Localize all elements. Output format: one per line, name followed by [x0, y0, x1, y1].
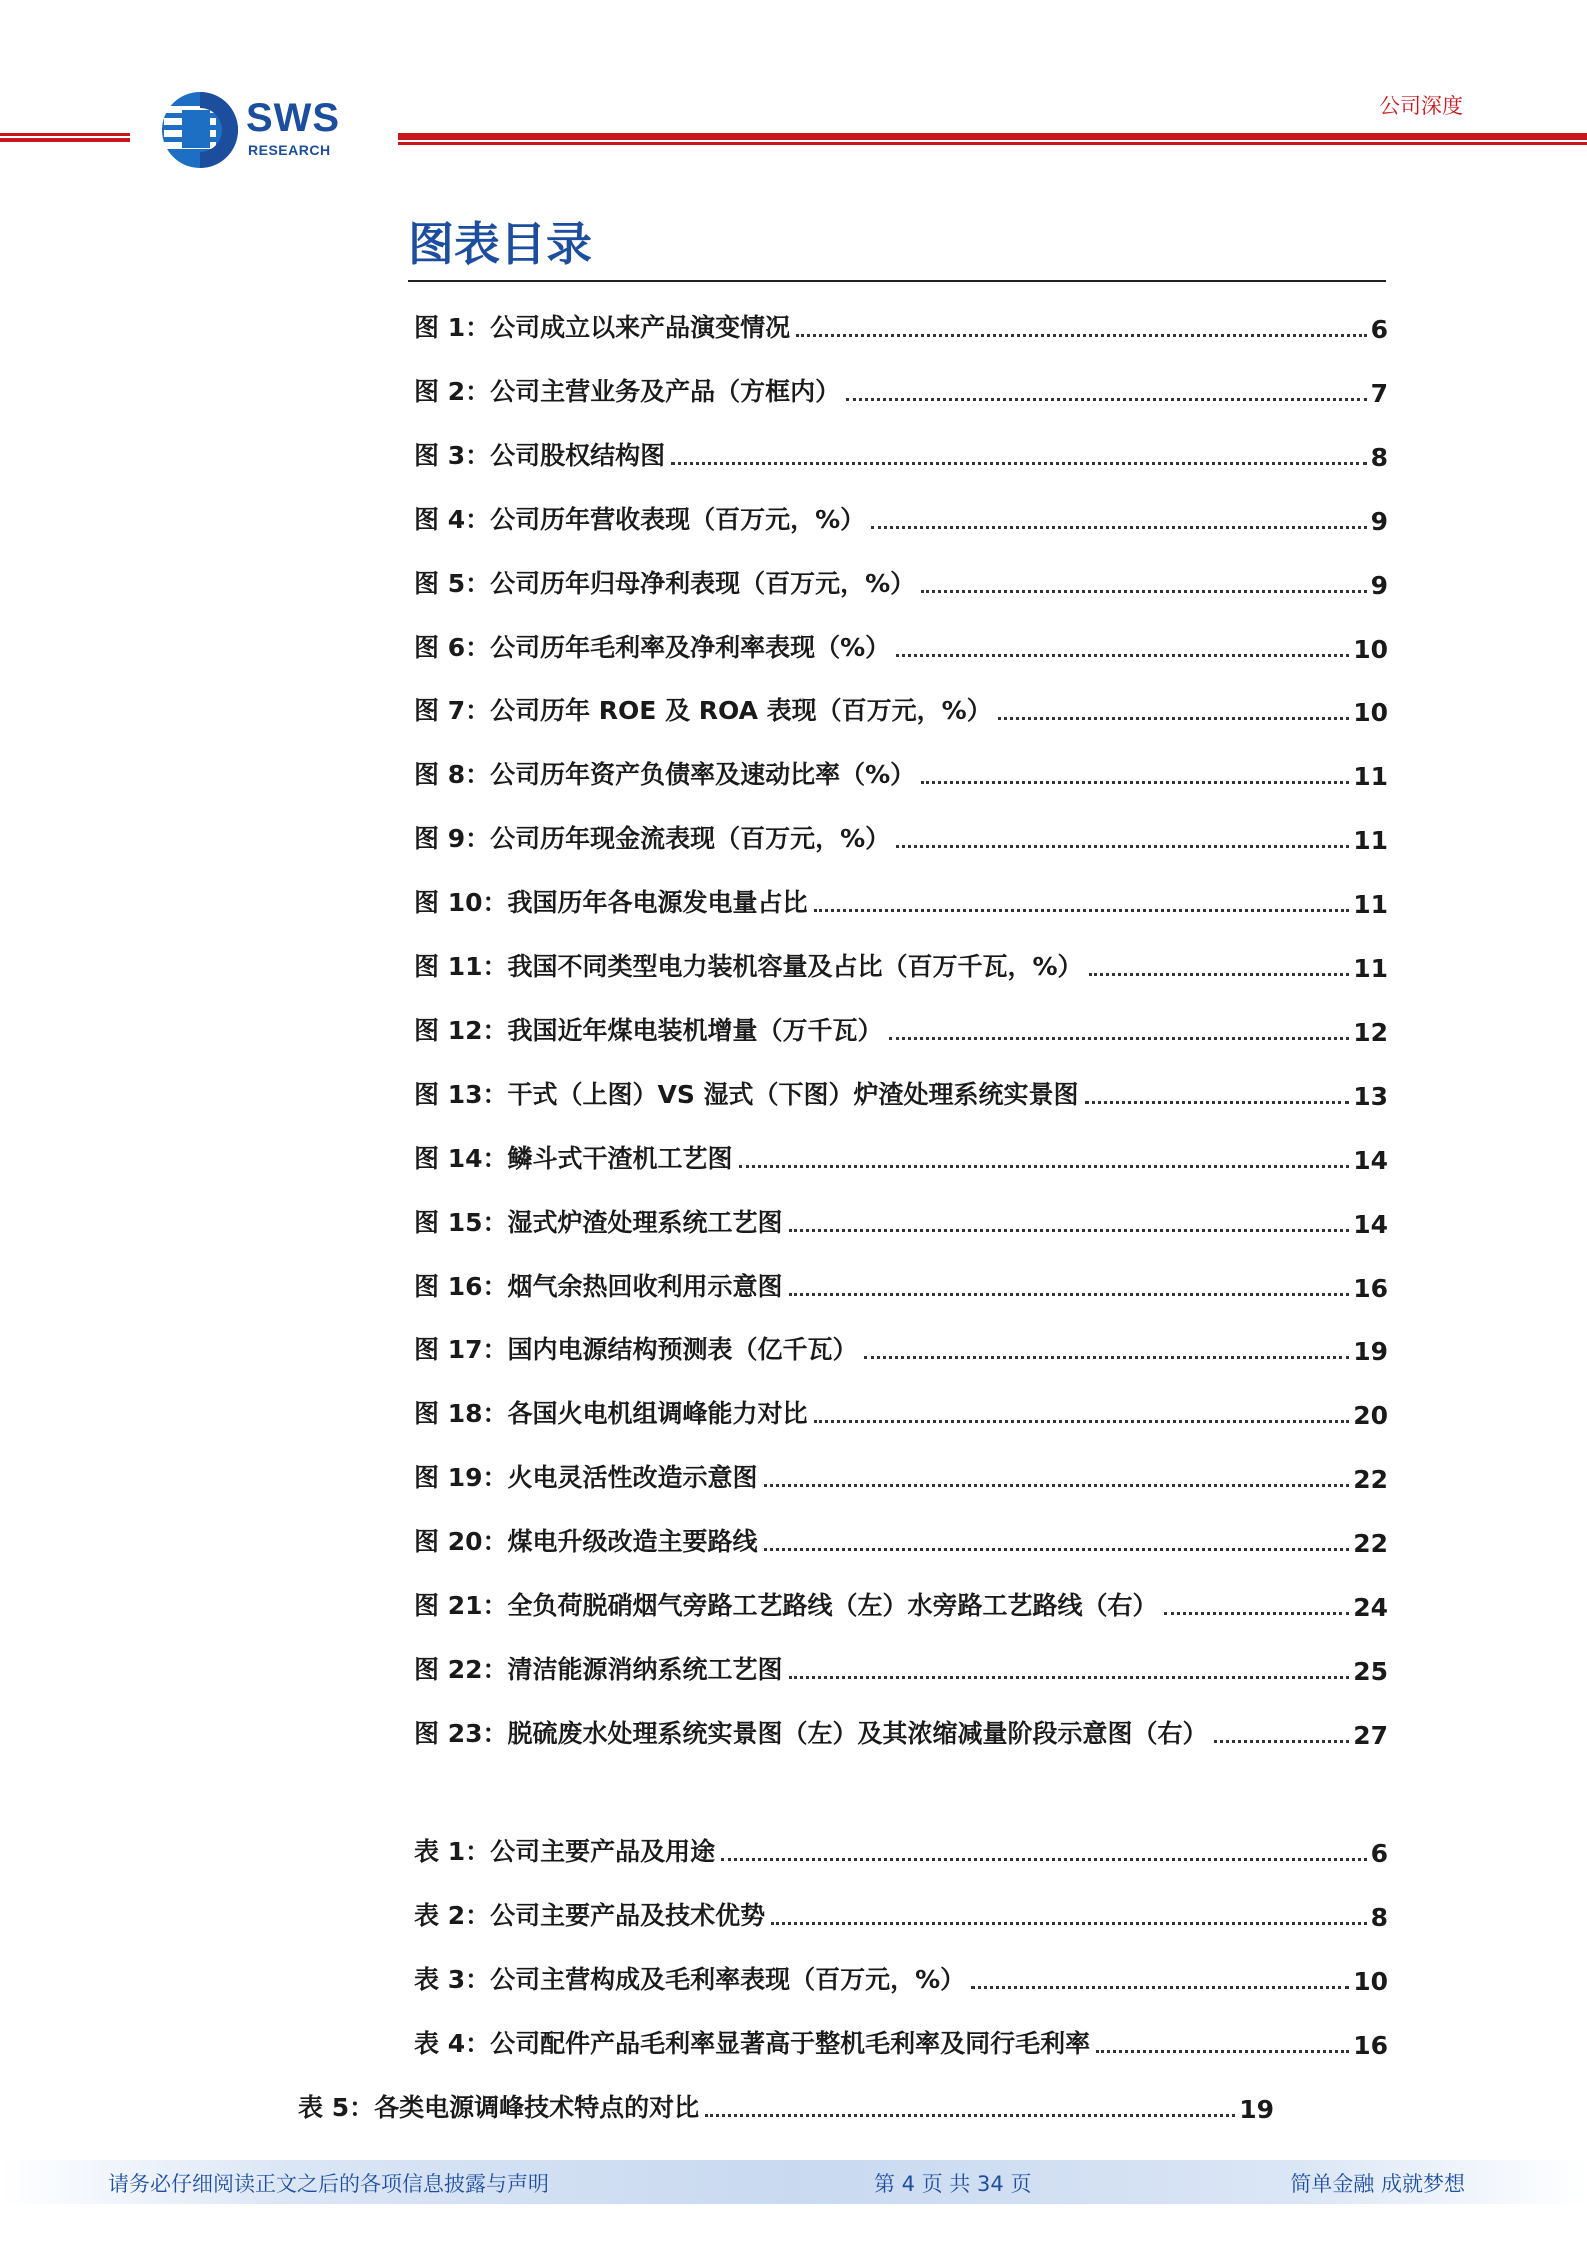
toc-figure-entry[interactable]: [414, 1524, 1388, 1558]
toc-entry-label: 图 22：清洁能源消纳系统工艺图: [414, 1654, 783, 1684]
toc-dot-leader: [721, 1857, 1366, 1861]
toc-dot-leader: [771, 1921, 1366, 1925]
toc-entry-label: 表 1：公司主要产品及用途: [414, 1837, 716, 1866]
toc-entry-label: 表 5：各类电源调峰技术特点的对比: [298, 2092, 700, 2122]
toc-entry-label: 图 21：全负荷脱硝烟气旁路工艺路线（左）水旁路工艺路线（右）: [414, 1591, 1158, 1620]
toc-figure-entry[interactable]: [414, 1013, 1388, 1047]
toc-dot-leader: [864, 1355, 1350, 1359]
toc-entry-label: 图 14：鳞斗式干渣机工艺图: [414, 1143, 733, 1173]
toc-entry-page: 16: [1353, 1273, 1388, 1303]
toc-entry-label: 图 19：火电灵活性改造示意图: [414, 1463, 758, 1493]
toc-figure-entry[interactable]: [414, 374, 1388, 408]
toc-entry-label: 图 16：烟气余热回收利用示意图: [414, 1271, 783, 1301]
toc-figure-entry[interactable]: [414, 1269, 1388, 1303]
toc-entry-page: 20: [1353, 1401, 1388, 1431]
toc-entry-page: 7: [1370, 378, 1388, 408]
sws-logo: [160, 90, 370, 170]
footer-disclaimer: 请务必仔细阅读正文之后的各项信息披露与声明: [108, 2172, 549, 2196]
toc-entry-page: 10: [1353, 698, 1388, 728]
toc-table-entry[interactable]: [414, 1962, 1388, 1996]
toc-dot-leader: [889, 1036, 1350, 1040]
toc-figure-entry[interactable]: [414, 310, 1388, 344]
toc-figure-entry[interactable]: [414, 949, 1388, 983]
toc-figure-entry[interactable]: [414, 885, 1388, 919]
toc-dot-leader: [814, 908, 1350, 912]
title-divider: [408, 280, 1386, 282]
toc-entry-label: 图 11：我国不同类型电力装机容量及占比（百万千瓦，%）: [414, 952, 1083, 981]
logo-sub-text: RESEARCH: [248, 142, 331, 158]
toc-entry-page: 13: [1353, 1081, 1388, 1111]
page-title: 图表目录: [408, 217, 592, 271]
toc-table-entry[interactable]: [414, 1898, 1388, 1932]
toc-entry-label: 图 12：我国近年煤电装机增量（万千瓦）: [414, 1015, 883, 1045]
toc-figure-entry[interactable]: [414, 1588, 1388, 1622]
toc-entry-page: 22: [1353, 1465, 1388, 1495]
toc-figure-entry[interactable]: [414, 566, 1388, 600]
toc-figure-entry[interactable]: [414, 821, 1388, 855]
toc-entry-page: 22: [1353, 1529, 1388, 1559]
toc-entry-page: 25: [1353, 1656, 1388, 1686]
toc-entry-label: 图 9：公司历年现金流表现（百万元，%）: [414, 824, 891, 854]
toc-entry-label: 图 1：公司成立以来产品演变情况: [414, 313, 791, 342]
toc-entry-label: 图 6：公司历年毛利率及净利率表现（%）: [414, 632, 891, 662]
toc-dot-leader: [1164, 1611, 1350, 1615]
footer-page-indicator: 第 4 页 共 34 页: [874, 2172, 1032, 2196]
toc-entry-label: 表 3：公司主营构成及毛利率表现（百万元，%）: [414, 1964, 966, 1994]
toc-entry-label: 图 17：国内电源结构预测表（亿千瓦）: [414, 1335, 858, 1365]
toc-table-entry[interactable]: [414, 2026, 1388, 2060]
toc-figure-entry[interactable]: [414, 438, 1388, 472]
toc-entry-page: 19: [1239, 2094, 1274, 2124]
toc-entry-label: 图 10：我国历年各电源发电量占比: [414, 888, 808, 918]
toc-entry-page: 14: [1353, 1145, 1388, 1175]
toc-entry-page: 8: [1370, 1902, 1388, 1932]
toc-dot-leader: [998, 716, 1349, 720]
toc-entry-label: 图 18：各国火电机组调峰能力对比: [414, 1399, 808, 1429]
toc-entry-page: 24: [1353, 1593, 1388, 1622]
toc-figure-entry[interactable]: [414, 1077, 1388, 1111]
toc-dot-leader: [921, 780, 1349, 784]
toc-dot-leader: [789, 1292, 1350, 1296]
toc-dot-leader: [1096, 2049, 1349, 2053]
toc-entry-page: 19: [1353, 1337, 1388, 1367]
toc-dot-leader: [846, 397, 1366, 401]
toc-entry-label: 图 8：公司历年资产负债率及速动比率（%）: [414, 760, 916, 790]
toc-entry-page: 11: [1353, 954, 1388, 983]
report-type-label: 公司深度: [1379, 94, 1463, 118]
toc-entry-label: 表 4：公司配件产品毛利率显著高于整机毛利率及同行毛利率: [414, 2028, 1091, 2058]
toc-dot-leader: [1089, 972, 1350, 976]
header-rule-left: [0, 133, 130, 142]
toc-dot-leader: [796, 333, 1366, 337]
toc-dot-leader: [971, 1985, 1349, 1989]
toc-entry-label: 图 15：湿式炉渣处理系统工艺图: [414, 1207, 783, 1237]
toc-figure-entry[interactable]: [414, 1396, 1388, 1430]
toc-figure-entry[interactable]: [414, 1460, 1388, 1494]
toc-dot-leader: [764, 1483, 1350, 1487]
toc-figure-entry[interactable]: [414, 1716, 1388, 1750]
toc-entry-label: 图 3：公司股权结构图: [414, 440, 666, 470]
toc-dot-leader: [671, 461, 1366, 465]
toc-entry-label: 图 2：公司主营业务及产品（方框内）: [414, 376, 841, 406]
toc-entry-label: 图 7：公司历年 ROE 及 ROA 表现（百万元，%）: [414, 696, 992, 726]
toc-dot-leader: [921, 589, 1366, 593]
toc-entry-page: 12: [1353, 1017, 1388, 1047]
toc-entry-page: 11: [1353, 826, 1388, 856]
toc-entry-page: 9: [1370, 506, 1388, 536]
toc-dot-leader: [896, 844, 1349, 848]
toc-dot-leader: [1214, 1739, 1350, 1743]
toc-figure-entry[interactable]: [414, 1205, 1388, 1239]
toc-dot-leader: [789, 1675, 1350, 1679]
toc-entry-page: 6: [1370, 1839, 1388, 1868]
toc-table-entry[interactable]: [298, 2090, 1274, 2124]
toc-figure-entry[interactable]: [414, 757, 1388, 791]
toc-entry-page: 6: [1370, 315, 1388, 344]
toc-entry-page: 16: [1353, 2030, 1388, 2060]
toc-entry-page: 9: [1370, 570, 1388, 600]
toc-entry-page: 27: [1353, 1720, 1388, 1750]
toc-figure-entry[interactable]: [414, 1332, 1388, 1366]
toc-figure-entry[interactable]: [414, 502, 1388, 536]
toc-dot-leader: [896, 653, 1349, 657]
toc-dot-leader: [764, 1547, 1350, 1551]
toc-entry-page: 8: [1370, 442, 1388, 472]
toc-entry-page: 14: [1353, 1209, 1388, 1239]
toc-dot-leader: [739, 1164, 1350, 1168]
toc-entry-label: 图 4：公司历年营收表现（百万元，%）: [414, 504, 866, 534]
footer-slogan: 简单金融 成就梦想: [1290, 2172, 1465, 2196]
toc-figure-entry[interactable]: [414, 693, 1388, 727]
toc-dot-leader: [871, 525, 1366, 529]
toc-figure-entry[interactable]: [414, 630, 1388, 664]
toc-entry-label: 图 13：干式（上图）VS 湿式（下图）炉渣处理系统实景图: [414, 1079, 1079, 1109]
toc-entry-page: 10: [1353, 634, 1388, 664]
toc-entry-label: 图 23：脱硫废水处理系统实景图（左）及其浓缩减量阶段示意图（右）: [414, 1718, 1208, 1748]
logo-brand-text: SWS: [246, 96, 341, 140]
toc-dot-leader: [1085, 1100, 1350, 1104]
toc-dot-leader: [814, 1419, 1350, 1423]
toc-dot-leader: [789, 1228, 1350, 1232]
toc-entry-label: 图 20：煤电升级改造主要路线: [414, 1527, 758, 1557]
toc-dot-leader: [705, 2113, 1235, 2117]
toc-entry-page: 11: [1353, 890, 1388, 920]
toc-figure-entry[interactable]: [414, 1652, 1388, 1686]
sws-logo-icon: [160, 90, 240, 170]
toc-entry-label: 表 2：公司主要产品及技术优势: [414, 1900, 766, 1930]
toc-entry-page: 11: [1353, 762, 1388, 792]
header-rule-right: [398, 133, 1587, 145]
toc-entry-page: 10: [1353, 1966, 1388, 1996]
toc-figure-entry[interactable]: [414, 1141, 1388, 1175]
toc-entry-label: 图 5：公司历年归母净利表现（百万元，%）: [414, 568, 916, 598]
toc-table-entry[interactable]: [414, 1834, 1388, 1868]
